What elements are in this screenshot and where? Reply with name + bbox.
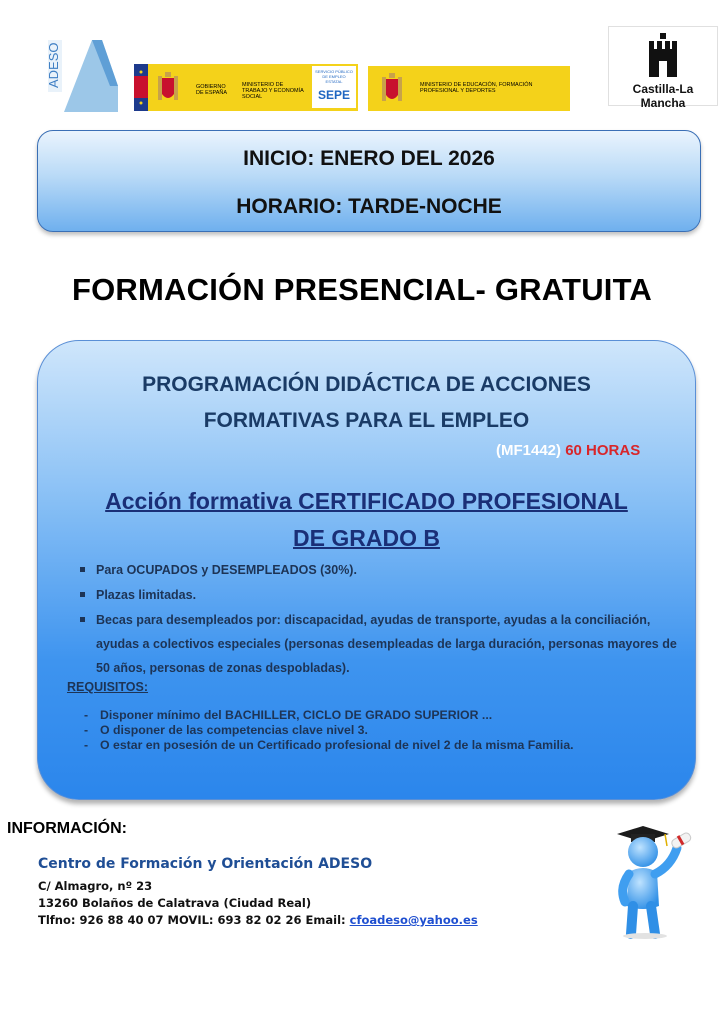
castle-icon xyxy=(647,31,679,79)
course-title-line-2: FORMATIVAS PARA EL EMPLEO xyxy=(203,409,530,432)
course-title-line-1: PROGRAMACIÓN DIDÁCTICA DE ACCIONES xyxy=(142,373,591,396)
info-title: INFORMACIÓN: xyxy=(7,820,127,837)
requisitos-title: REQUISITOS: xyxy=(67,680,149,694)
ministerio-educacion-text: MINISTERIO DE EDUCACIÓN, FORMACIÓN PROFESIONAL Y DEPORTES xyxy=(420,82,533,94)
course-code: (MF1442) xyxy=(496,442,562,459)
list-item: - O disponer de las competencias clave nivel 3. xyxy=(84,723,684,738)
ministerio-trabajo-text: MINISTERIO DE TRABAJO Y ECONOMÍA SOCIAL xyxy=(242,82,304,100)
address-city: 13260 Bolaños de Calatrava (Ciudad Real) xyxy=(38,896,312,910)
castilla-la-mancha-logo xyxy=(608,26,718,110)
accion-formativa-line-2 xyxy=(38,525,695,552)
list-item: Plazas limitadas. xyxy=(77,583,677,607)
adeso-logo-text: ADESO xyxy=(46,42,61,88)
course-code-line xyxy=(496,442,640,459)
eu-flag-icon xyxy=(134,64,148,111)
contact-line xyxy=(38,913,478,927)
benefits-list xyxy=(77,558,677,681)
phones-text: Tlfno: 926 88 40 07 MOVIL: 693 82 02 26 Email: xyxy=(38,913,350,927)
graduate-figure-icon xyxy=(613,822,695,940)
sepe-logo xyxy=(312,66,356,108)
list-item: Becas para desempleados por: discapacidad, ayudas de transporte, ayudas a la conciliación, ayudas a colectivos especiales (personas desempleadas de larga duración, personas mayores de 50 años, personas de zonas despobladas). xyxy=(77,608,677,680)
spain-crest-icon xyxy=(380,71,404,105)
list-item: - Disponer mínimo del BACHILLER, CICLO DE GRADO SUPERIOR ... xyxy=(84,708,684,723)
requisitos-list xyxy=(84,708,684,753)
accion-formativa-line-1 xyxy=(38,488,695,515)
accion-formativa-text-1: Acción formativa CERTIFICADO PROFESIONAL xyxy=(105,488,628,514)
center-name: Centro de Formación y Orientación ADESO xyxy=(38,856,373,872)
castilla-la-mancha-text: Castilla-La Mancha xyxy=(632,82,694,110)
gobierno-text: GOBIERNO DE ESPAÑA xyxy=(196,84,228,96)
accion-formativa-text-2: DE GRADO B xyxy=(293,525,440,551)
address-street: C/ Almagro, nº 23 xyxy=(38,879,153,893)
horario-text: HORARIO: TARDE-NOCHE xyxy=(236,195,502,218)
adeso-logo xyxy=(44,34,118,112)
main-title: FORMACIÓN PRESENCIAL- GRATUITA xyxy=(71,272,653,307)
gobierno-trabajo-logo xyxy=(134,64,358,111)
course-box xyxy=(37,340,696,800)
sepe-text: SEPE xyxy=(317,88,350,102)
list-item: Para OCUPADOS y DESEMPLEADOS (30%). xyxy=(77,558,677,582)
spain-crest-icon xyxy=(156,70,180,104)
list-item: - O estar en posesión de un Certificado profesional de nivel 2 de la misma Familia. xyxy=(84,738,684,753)
inicio-text: INICIO: ENERO DEL 2026 xyxy=(243,147,495,170)
email-link[interactable]: cfoadeso@yahoo.es xyxy=(349,913,478,927)
course-hours: 60 HORAS xyxy=(565,442,641,459)
schedule-box xyxy=(37,130,701,232)
ministerio-educacion-logo xyxy=(368,66,570,111)
sepe-small-text: SERVICIO PÚBLICO DE EMPLEO ESTATAL xyxy=(315,69,353,84)
